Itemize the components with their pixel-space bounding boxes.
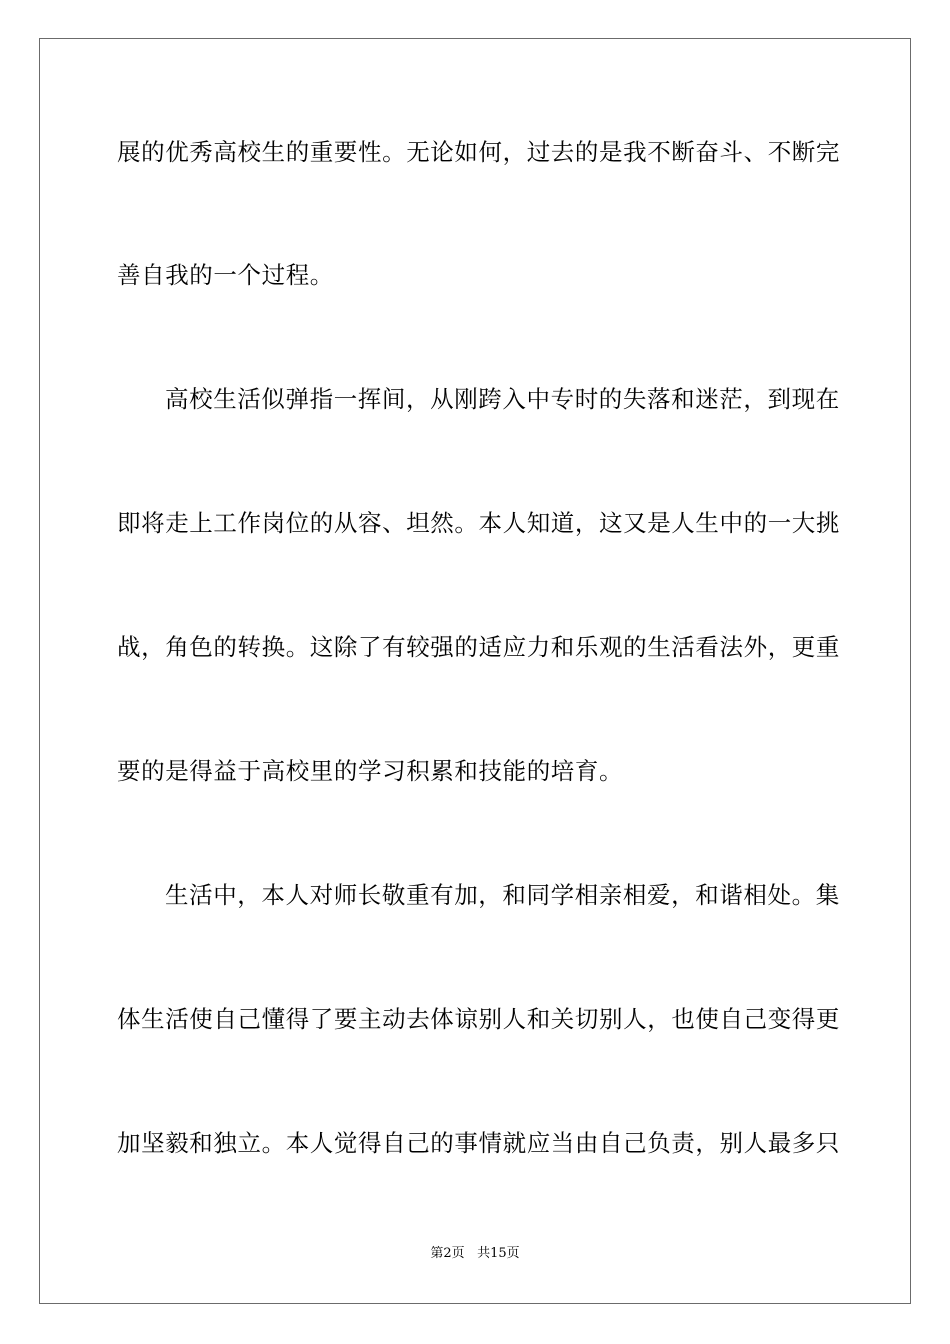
text-line: 展的优秀高校生的重要性。无论如何，过去的是我不断奋斗、不断完 xyxy=(117,138,840,166)
page-footer xyxy=(0,1245,950,1263)
text-line: 体生活使自己懂得了要主动去体谅别人和关切别人，也使自己变得更 xyxy=(117,1005,840,1033)
text-line: 善自我的一个过程。 xyxy=(117,261,334,289)
text-line: 要的是得益于高校里的学习积累和技能的培育。 xyxy=(117,757,624,785)
text-line: 加坚毅和独立。本人觉得自己的事情就应当由自己负责，别人最多只 xyxy=(117,1129,840,1157)
text-line: 生活中，本人对师长敬重有加，和同学相亲相爱，和谐相处。集 xyxy=(165,881,840,909)
text-line: 战，角色的转换。这除了有较强的适应力和乐观的生活看法外，更重 xyxy=(117,633,840,661)
text-line: 高校生活似弹指一挥间，从刚跨入中专时的失落和迷茫，到现在 xyxy=(165,385,840,413)
page-total: 共15页 xyxy=(477,1246,520,1261)
page-frame xyxy=(39,38,911,1304)
text-line: 即将走上工作岗位的从容、坦然。本人知道，这又是人生中的一大挑 xyxy=(117,509,840,537)
page-number: 第2页 xyxy=(430,1246,465,1261)
